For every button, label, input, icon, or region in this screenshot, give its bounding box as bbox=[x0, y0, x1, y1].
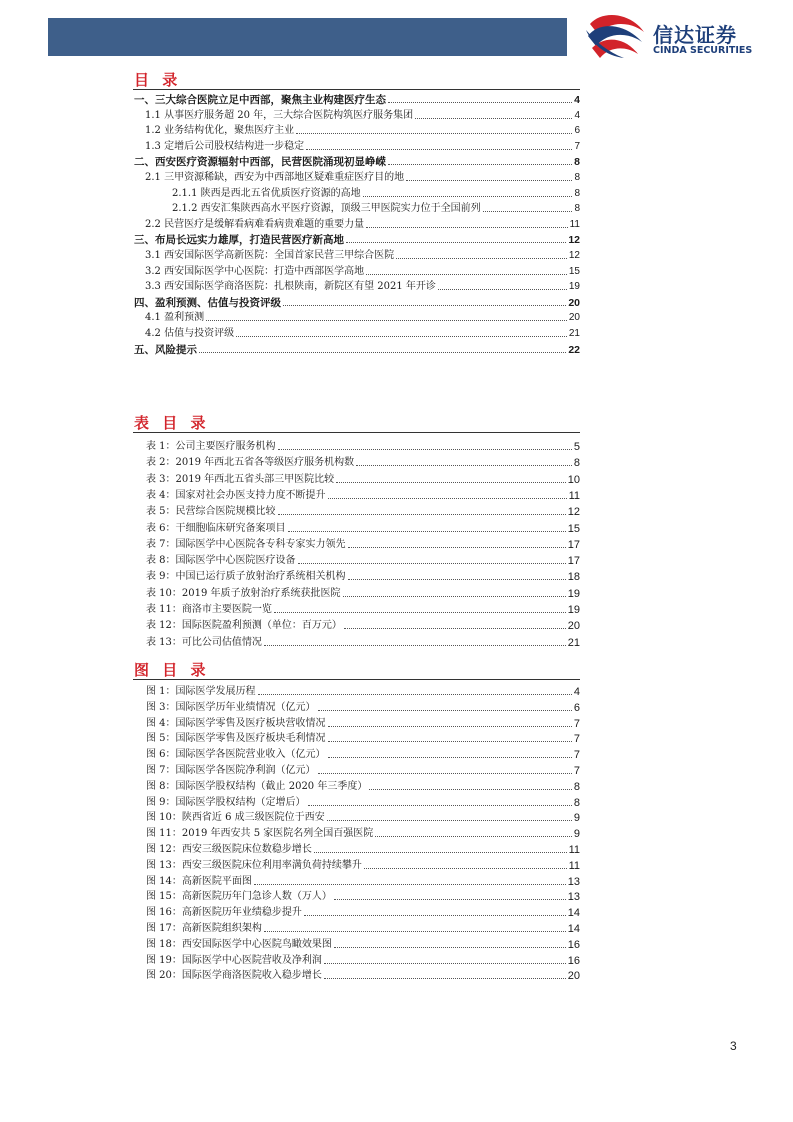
toc-entry[interactable] bbox=[145, 137, 580, 153]
dot-leader bbox=[438, 289, 567, 290]
dot-leader bbox=[396, 258, 567, 259]
entry-page-number: 21 bbox=[568, 328, 580, 339]
toc-entry[interactable] bbox=[145, 324, 580, 340]
dot-leader bbox=[274, 612, 566, 613]
figure-list-entry[interactable] bbox=[146, 935, 580, 951]
table-list-title-rule bbox=[133, 432, 580, 433]
entry-page-number: 18 bbox=[567, 571, 580, 584]
toc-entry[interactable] bbox=[145, 308, 580, 324]
entry-title: 表 7：国际医学中心医院各专科专家实力领先 bbox=[146, 538, 346, 550]
entry-title: 图 13：西安三级医院床位利用率满负荷持续攀升 bbox=[146, 859, 362, 871]
entry-title: 表 1：公司主要医疗服务机构 bbox=[146, 441, 276, 452]
dot-leader bbox=[278, 449, 572, 450]
dot-leader bbox=[346, 242, 566, 243]
entry-title: 4.2 估值与投资评级 bbox=[145, 328, 235, 339]
entry-page-number: 7 bbox=[573, 733, 580, 746]
table-list-entry[interactable] bbox=[146, 453, 580, 469]
figure-list-entry[interactable] bbox=[146, 887, 580, 903]
entry-page-number: 21 bbox=[567, 636, 580, 649]
table-list-entry[interactable] bbox=[146, 486, 580, 502]
figure-list-entry[interactable] bbox=[146, 824, 580, 840]
table-list-entry[interactable] bbox=[146, 535, 580, 551]
entry-title: 图 5：国际医学零售及医疗板块毛利情况 bbox=[146, 733, 326, 745]
figure-list-entry[interactable] bbox=[146, 793, 580, 809]
toc-entry[interactable] bbox=[145, 277, 580, 293]
dot-leader bbox=[298, 563, 566, 564]
table-list-entry[interactable] bbox=[146, 633, 580, 649]
entry-title: 表 13：可比公司估值情况 bbox=[146, 636, 262, 648]
figure-list-title-rule bbox=[133, 679, 580, 680]
dot-leader bbox=[264, 645, 566, 646]
entry-title: 4.1 盈利预测 bbox=[145, 312, 205, 324]
entry-page-number: 15 bbox=[567, 522, 580, 535]
dot-leader bbox=[314, 852, 567, 853]
entry-title: 图 4：国际医学零售及医疗板块营收情况 bbox=[146, 717, 326, 729]
entry-title: 表 3：2019 年西北五省头部三甲医院比较 bbox=[146, 473, 335, 485]
entry-title: 2.1 三甲资源稀缺，西安为中西部地区疑难重症医疗目的地 bbox=[145, 172, 405, 183]
dot-leader bbox=[318, 710, 572, 711]
entry-title: 1.2 业务结构优化，聚焦医疗主业 bbox=[145, 125, 295, 137]
figure-list-entry[interactable] bbox=[146, 745, 580, 761]
figure-list-entry[interactable] bbox=[146, 698, 580, 714]
entry-page-number: 20 bbox=[567, 620, 580, 633]
entry-title: 表 9：中国已运行质子放射治疗系统相关机构 bbox=[146, 571, 346, 583]
figure-list-entry[interactable] bbox=[146, 840, 580, 856]
toc-entry[interactable] bbox=[145, 106, 580, 122]
entry-page-number: 19 bbox=[568, 281, 580, 293]
dot-leader bbox=[356, 465, 572, 466]
table-list-entry[interactable] bbox=[146, 584, 580, 600]
entry-page-number: 15 bbox=[568, 265, 580, 277]
entry-page-number: 9 bbox=[573, 828, 580, 841]
table-list-entry[interactable] bbox=[146, 616, 580, 632]
dot-leader bbox=[288, 531, 566, 532]
entry-page-number: 11 bbox=[568, 489, 580, 502]
dot-leader bbox=[388, 164, 572, 165]
entry-title: 二、西安医疗资源辐射中西部，民营医院涌现初显峥嵘 bbox=[134, 156, 386, 169]
figure-list-entry[interactable] bbox=[146, 903, 580, 919]
entry-title: 图 11：2019 年西安共 5 家医院名列全国百强医院 bbox=[146, 828, 374, 840]
dot-leader bbox=[199, 352, 566, 353]
table-list-entry[interactable] bbox=[146, 600, 580, 616]
entry-page-number: 12 bbox=[568, 234, 580, 247]
cinda-swirl-icon bbox=[584, 14, 648, 60]
entry-title: 图 16：高新医院历年业绩稳步提升 bbox=[146, 907, 302, 919]
dot-leader bbox=[375, 836, 572, 837]
dot-leader bbox=[324, 963, 566, 964]
entry-title: 表 8：国际医学中心医院医疗设备 bbox=[146, 555, 296, 567]
dot-leader bbox=[278, 514, 566, 515]
entry-title: 表 12：国际医院盈利预测（单位：百万元） bbox=[146, 620, 342, 632]
table-list-title: 表 目 录 bbox=[134, 414, 210, 432]
entry-title: 图 20：国际医学商洛医院收入稳步增长 bbox=[146, 970, 322, 982]
entry-title: 表 5：民营综合医院规模比较 bbox=[146, 506, 276, 518]
dot-leader bbox=[328, 726, 572, 727]
toc-entry[interactable] bbox=[145, 262, 580, 278]
entry-title: 2.1.1 陕西是西北五省优质医疗资源的高地 bbox=[172, 187, 361, 199]
header-bar bbox=[48, 18, 567, 56]
dot-leader bbox=[236, 336, 567, 337]
dot-leader bbox=[348, 579, 566, 580]
entry-page-number: 8 bbox=[574, 156, 580, 169]
dot-leader bbox=[334, 899, 566, 900]
entry-page-number: 11 bbox=[568, 859, 580, 872]
dot-leader bbox=[336, 482, 566, 483]
entry-title: 图 8：国际医学股权结构（截止 2020 年三季度） bbox=[146, 780, 368, 792]
entry-title: 图 15：高新医院历年门急诊人数（万人） bbox=[146, 891, 332, 903]
dot-leader bbox=[328, 741, 572, 742]
figure-list-entry[interactable] bbox=[146, 729, 580, 745]
toc-title: 目 录 bbox=[134, 71, 182, 89]
table-list-entry[interactable] bbox=[146, 567, 580, 583]
dot-leader bbox=[388, 102, 572, 103]
logo-english-text: CINDA SECURITIES bbox=[653, 45, 753, 56]
entry-title: 图 14：高新医院平面图 bbox=[146, 875, 252, 887]
entry-page-number: 20 bbox=[568, 312, 580, 324]
entry-title: 3.2 西安国际医学中心医院：打造中西部医学高地 bbox=[145, 265, 365, 277]
entry-page-number: 12 bbox=[567, 506, 580, 519]
entry-page-number: 16 bbox=[567, 938, 580, 951]
toc-entry[interactable] bbox=[172, 184, 580, 200]
entry-title: 2.2 民营医疗是缓解看病难看病贵难题的重要力量 bbox=[145, 218, 365, 230]
toc-entry[interactable] bbox=[134, 230, 580, 246]
entry-page-number: 8 bbox=[573, 780, 580, 793]
entry-page-number: 19 bbox=[567, 587, 580, 600]
entry-page-number: 13 bbox=[567, 875, 580, 888]
figure-list-entry[interactable] bbox=[146, 951, 580, 967]
entry-title: 图 3：国际医学历年业绩情况（亿元） bbox=[146, 701, 316, 713]
table-list-entry[interactable] bbox=[146, 519, 580, 535]
entry-page-number: 7 bbox=[574, 140, 580, 152]
dot-leader bbox=[254, 884, 566, 885]
dot-leader bbox=[306, 149, 572, 150]
toc-entry[interactable] bbox=[134, 340, 580, 356]
entry-title: 表 6：干细胞临床研究备案项目 bbox=[146, 522, 286, 534]
entry-title: 图 18：西安国际医学中心医院鸟瞰效果图 bbox=[146, 938, 332, 950]
figure-list-entry[interactable] bbox=[146, 682, 580, 698]
dot-leader bbox=[366, 274, 567, 275]
entry-title: 三、布局长远实力雄厚，打造民营医疗新高地 bbox=[134, 234, 344, 247]
toc-entry[interactable] bbox=[134, 293, 580, 309]
entry-title: 图 19：国际医学中心医院营收及净利润 bbox=[146, 954, 322, 966]
toc-entry[interactable] bbox=[145, 215, 580, 231]
entry-title: 3.1 西安国际医学高新医院：全国首家民营三甲综合医院 bbox=[145, 250, 395, 261]
entry-page-number: 8 bbox=[574, 203, 580, 215]
entry-title: 图 12：西安三级医院床位数稳步增长 bbox=[146, 844, 312, 855]
figure-list-title: 图 目 录 bbox=[134, 661, 210, 679]
dot-leader bbox=[348, 547, 566, 548]
entry-page-number: 5 bbox=[573, 441, 580, 453]
dot-leader bbox=[364, 868, 567, 869]
entry-title: 表 2：2019 年西北五省各等级医疗服务机构数 bbox=[146, 457, 355, 469]
table-list-entry[interactable] bbox=[146, 437, 580, 453]
dot-leader bbox=[369, 789, 572, 790]
entry-page-number: 20 bbox=[568, 296, 580, 309]
dot-leader bbox=[363, 196, 573, 197]
entry-title: 2.1.2 西安汇集陕西高水平医疗资源，顶级三甲医院实力位于全国前列 bbox=[172, 203, 481, 215]
figure-list-entry[interactable] bbox=[146, 856, 580, 872]
dot-leader bbox=[334, 947, 566, 948]
entry-title: 图 17：高新医院组织架构 bbox=[146, 923, 262, 934]
entry-page-number: 8 bbox=[574, 172, 580, 183]
entry-title: 四、盈利预测、估值与投资评级 bbox=[134, 296, 281, 309]
entry-title: 五、风险提示 bbox=[134, 343, 197, 356]
dot-leader bbox=[366, 227, 568, 228]
entry-page-number: 4 bbox=[573, 686, 580, 698]
entry-page-number: 14 bbox=[567, 923, 580, 935]
table-list-entry[interactable] bbox=[146, 551, 580, 567]
entry-page-number: 16 bbox=[567, 954, 580, 967]
entry-title: 1.3 定增后公司股权结构进一步稳定 bbox=[145, 140, 305, 152]
table-list-entry[interactable] bbox=[146, 470, 580, 486]
dot-leader bbox=[344, 628, 566, 629]
entry-page-number: 12 bbox=[568, 250, 580, 261]
page-number: 3 bbox=[730, 1039, 737, 1053]
dot-leader bbox=[318, 773, 572, 774]
figure-list-entry[interactable] bbox=[146, 872, 580, 888]
cinda-logo bbox=[584, 14, 774, 60]
entry-title: 图 9：国际医学股权结构（定增后） bbox=[146, 796, 306, 808]
toc-entry[interactable] bbox=[145, 168, 580, 184]
entry-title: 表 10：2019 年质子放射治疗系统获批医院 bbox=[146, 587, 341, 599]
entry-page-number: 20 bbox=[567, 970, 580, 983]
entry-page-number: 4 bbox=[574, 94, 580, 106]
figure-list-entry[interactable] bbox=[146, 919, 580, 935]
entry-title: 3.3 西安国际医学商洛医院：扎根陕南，新院区有望 2021 年开诊 bbox=[145, 281, 436, 293]
dot-leader bbox=[328, 757, 572, 758]
dot-leader bbox=[406, 180, 572, 181]
figure-list-entry[interactable] bbox=[146, 808, 580, 824]
toc-entry[interactable] bbox=[134, 90, 580, 106]
entry-title: 表 4：国家对社会办医支持力度不断提升 bbox=[146, 489, 326, 501]
toc-entry[interactable] bbox=[145, 121, 580, 137]
entry-page-number: 17 bbox=[567, 538, 580, 551]
dot-leader bbox=[415, 118, 572, 119]
entry-page-number: 4 bbox=[574, 109, 580, 121]
dot-leader bbox=[483, 211, 573, 212]
entry-title: 表 11：商洛市主要医院一览 bbox=[146, 604, 272, 615]
entry-page-number: 11 bbox=[568, 844, 580, 856]
entry-title: 图 7：国际医学各医院净利润（亿元） bbox=[146, 765, 316, 776]
table-list-entry[interactable] bbox=[146, 502, 580, 518]
entry-title: 图 1：国际医学发展历程 bbox=[146, 686, 256, 697]
dot-leader bbox=[296, 133, 572, 134]
entry-page-number: 9 bbox=[573, 812, 580, 825]
toc-entry[interactable] bbox=[145, 246, 580, 262]
entry-page-number: 7 bbox=[573, 765, 580, 777]
entry-page-number: 13 bbox=[567, 891, 580, 904]
entry-page-number: 8 bbox=[573, 796, 580, 809]
entry-page-number: 7 bbox=[573, 749, 580, 762]
toc-entry[interactable] bbox=[134, 152, 580, 168]
entry-page-number: 10 bbox=[567, 473, 580, 486]
dot-leader bbox=[206, 320, 567, 321]
dot-leader bbox=[327, 820, 572, 821]
entry-page-number: 6 bbox=[573, 701, 580, 714]
entry-page-number: 7 bbox=[573, 717, 580, 730]
dot-leader bbox=[343, 596, 566, 597]
dot-leader bbox=[308, 805, 572, 806]
toc-entry[interactable] bbox=[172, 199, 580, 215]
dot-leader bbox=[258, 694, 572, 695]
dot-leader bbox=[328, 498, 567, 499]
entry-page-number: 11 bbox=[569, 218, 580, 230]
entry-title: 一、三大综合医院立足中西部，聚焦主业构建医疗生态 bbox=[134, 94, 386, 106]
dot-leader bbox=[283, 305, 566, 306]
entry-page-number: 14 bbox=[567, 907, 580, 920]
entry-page-number: 6 bbox=[574, 125, 580, 137]
figure-list-entry[interactable] bbox=[146, 761, 580, 777]
entry-page-number: 22 bbox=[568, 343, 580, 356]
entry-page-number: 17 bbox=[567, 555, 580, 568]
entry-page-number: 8 bbox=[574, 187, 580, 199]
dot-leader bbox=[324, 978, 566, 979]
entry-title: 图 6：国际医学各医院营业收入（亿元） bbox=[146, 749, 326, 761]
figure-list-entry[interactable] bbox=[146, 714, 580, 730]
figure-list-entry[interactable] bbox=[146, 966, 580, 982]
figure-list-entry[interactable] bbox=[146, 777, 580, 793]
entry-page-number: 8 bbox=[573, 457, 580, 470]
dot-leader bbox=[264, 931, 566, 932]
entry-title: 图 10：陕西省近 6 成三级医院位于西安 bbox=[146, 812, 325, 824]
entry-title: 1.1 从事医疗服务超 20 年，三大综合医院构筑医疗服务集团 bbox=[145, 109, 414, 121]
entry-page-number: 19 bbox=[567, 604, 580, 616]
dot-leader bbox=[304, 915, 566, 916]
logo-chinese-text: 信达证券 bbox=[653, 23, 737, 47]
